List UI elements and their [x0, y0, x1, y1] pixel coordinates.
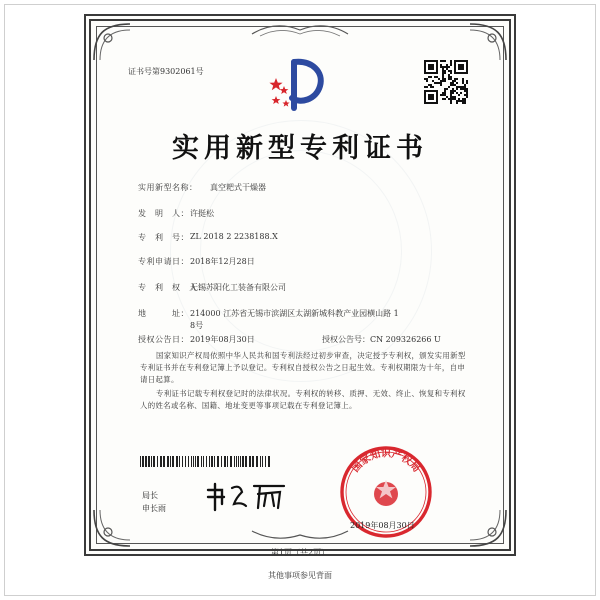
filing-date: 2018年12月28日 [190, 257, 255, 266]
director-name: 申长雨 [142, 504, 166, 513]
certificate-number: 证书号第9302061号 [128, 67, 204, 76]
qr-code [424, 60, 468, 104]
cnipa-logo-icon [266, 56, 330, 112]
watermark-pattern [200, 150, 402, 352]
field-label-patentee: 专 利 权 人： [138, 283, 206, 292]
corner-ornament-icon [464, 20, 510, 66]
address-line-1: 214000 江苏省无锡市滨湖区太湖新城科教产业园横山路 1 [190, 309, 399, 318]
corner-ornament-icon [464, 504, 510, 550]
certificate-paragraph-2: 专利证书记载专利权登记时的法律状况。专利权的转移、质押、无效、终止、恢复和专利权人的姓名或名称、国籍、地址变更等事项记载在专利登记簿上。 [140, 389, 466, 411]
seal-text: 国家知识产权局 [350, 448, 422, 475]
patentee: 无锡苏阳化工装备有限公司 [190, 283, 286, 292]
seal-date: 2019年08月30日 [350, 521, 415, 530]
field-label-name: 实用新型名称： [138, 183, 198, 192]
field-label-filing-date: 专利申请日： [138, 257, 189, 266]
certificate-paragraph-1: 国家知识产权局依照中华人民共和国专利法经过初步审查，决定授予专利权，颁发实用新型专利证书并在专利登记簿上予以登记。专利权自授权公告之日起生效。专利权期限为十年，自申请日起算。 [140, 351, 466, 385]
director-title: 局长 [142, 491, 158, 500]
svg-text:国家知识产权局 [349, 447, 424, 475]
field-label-grant-date: 授权公告日： [138, 335, 189, 344]
publication-number: 授权公告号：CN 209326266 U [322, 335, 441, 344]
barcode [140, 456, 274, 467]
utility-model-name: 真空耙式干燥器 [210, 183, 266, 192]
corner-ornament-icon [90, 504, 136, 550]
certificate-title: 实用新型专利证书 [172, 133, 428, 164]
corner-ornament-icon [90, 20, 136, 66]
field-label-patent-number: 专 利 号： [138, 233, 189, 242]
inventor: 许挺松 [190, 209, 214, 218]
director-signature [204, 480, 288, 512]
field-label-inventor: 发 明 人： [138, 209, 189, 218]
field-label-address: 地 址： [138, 309, 189, 318]
page-number: 第1页（共2页） [270, 548, 330, 557]
grant-date: 2019年08月30日 [190, 335, 255, 344]
patent-number: ZL 2018 2 2238188.X [190, 232, 278, 241]
top-ornament-icon [250, 20, 350, 40]
address-line-2: 8号 [190, 321, 204, 330]
footer-note: 其他事项参见背面 [268, 571, 332, 580]
